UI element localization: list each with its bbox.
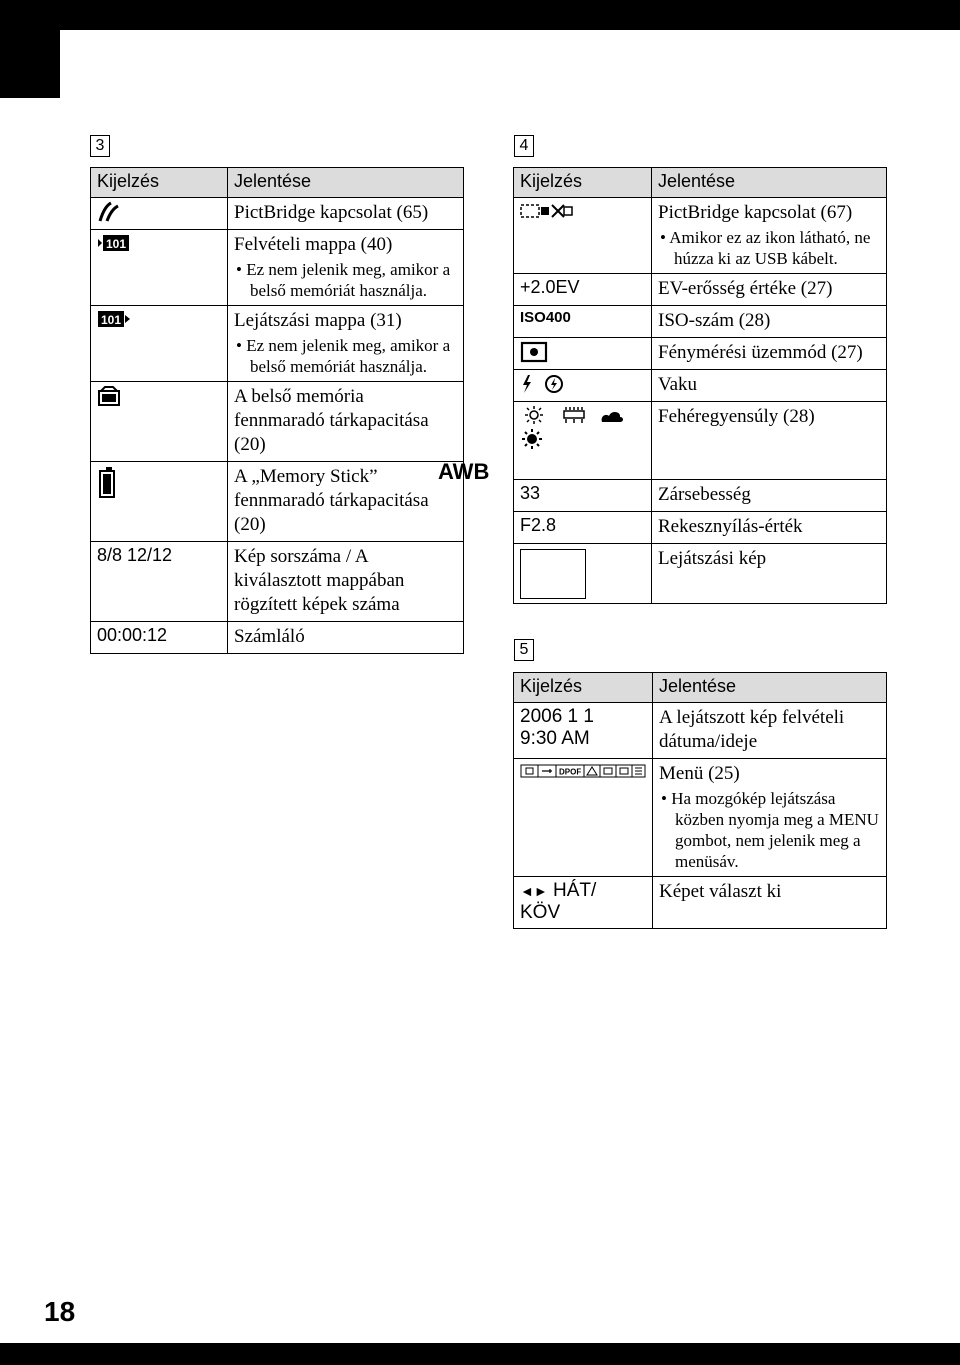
display-cell <box>91 230 228 306</box>
table-header <box>514 168 887 198</box>
table-row <box>91 230 464 306</box>
dpof-text: DPOF <box>559 767 582 777</box>
meaning-cell: A belső memória fennmaradó tárkapacitása (20) <box>228 382 464 462</box>
display-cell <box>438 402 652 484</box>
table-row <box>91 622 464 654</box>
display-cell: F2.8 <box>514 512 652 544</box>
display-cell <box>91 198 228 230</box>
internal-memory-icon <box>97 385 121 407</box>
meaning-cell: PictBridge kapcsolat (65) <box>228 198 464 230</box>
meaning-cell: Fénymérési üzemmód (27) <box>652 338 887 370</box>
table-row <box>91 306 464 382</box>
header-meaning: Jelentése <box>228 168 464 198</box>
section-4-label: 4 <box>514 135 534 157</box>
meaning-cell: A lejátszott kép felvételi dátuma/ideje <box>653 703 887 759</box>
display-cell: 2006 1 1 9:30 AM <box>514 703 653 759</box>
table-header <box>91 168 464 198</box>
meaning-text: Felvételi mappa (40) <box>234 234 393 255</box>
page-number: 18 <box>44 1296 76 1327</box>
playback-folder-icon <box>97 309 131 329</box>
display-cell: 00:00:12 <box>91 622 228 654</box>
meaning-cell: Kép sorszáma / A kiválasztott mappában rögzített képek száma <box>228 542 464 622</box>
table-row <box>91 382 464 462</box>
meaning-cell <box>653 759 887 877</box>
corner-block <box>0 0 60 98</box>
display-cell <box>514 370 652 402</box>
meaning-cell: Lejátszási kép <box>652 544 887 604</box>
note: • Ez nem jelenik meg, amikor a belső memóriát használja. <box>236 336 451 376</box>
meaning-cell <box>228 306 464 382</box>
bottom-bar <box>0 1343 960 1365</box>
table-row <box>514 544 887 604</box>
white-balance-icon <box>520 405 630 449</box>
meaning-text: PictBridge kapcsolat (67) <box>658 202 853 223</box>
display-cell <box>514 877 653 929</box>
meaning-cell: Számláló <box>228 622 464 654</box>
header-meaning: Jelentése <box>653 673 887 703</box>
note-text: Ha mozgókép lejátszása közben nyomja meg a MENU gombot, nem jelenik meg a menüsáv. <box>671 789 879 871</box>
playback-folder-text: 101 <box>101 313 122 327</box>
display-cell <box>514 759 653 877</box>
display-cell <box>514 544 652 604</box>
table-row <box>514 198 887 274</box>
display-cell <box>91 462 228 542</box>
note: • Ha mozgókép lejátszása közben nyomja meg a MENU gombot, nem jelenik meg a menüsáv. <box>661 789 879 871</box>
note-text: Ez nem jelenik meg, amikor a belső memóriát használja. <box>246 336 451 376</box>
recording-folder-text: 101 <box>106 237 127 251</box>
header-meaning: Jelentése <box>652 168 887 198</box>
top-bar <box>0 0 960 30</box>
display-cell: +2.0EV <box>514 274 652 306</box>
meaning-cell: EV-erősség értéke (27) <box>652 274 887 306</box>
note-text: Ez nem jelenik meg, amikor a belső memóriát használja. <box>246 260 451 300</box>
meaning-cell <box>652 198 887 274</box>
playback-image-icon <box>520 549 586 599</box>
table-header <box>514 673 887 703</box>
table-row <box>514 338 887 370</box>
display-cell: 33 <box>514 480 652 512</box>
table-row <box>514 480 887 512</box>
meaning-cell <box>228 230 464 306</box>
left-right-arrows-icon: ◄► <box>520 883 548 899</box>
table-row <box>514 703 887 759</box>
table-row <box>514 877 887 929</box>
table-row <box>514 512 887 544</box>
memory-stick-icon <box>97 465 117 499</box>
meaning-cell: ISO-szám (28) <box>652 306 887 338</box>
meaning-cell: Rekesznyílás-érték <box>652 512 887 544</box>
section-3-table <box>90 167 464 654</box>
pictbridge-connect-icon <box>520 201 574 221</box>
note: • Ez nem jelenik meg, amikor a belső memóriát használja. <box>236 260 451 300</box>
display-cell <box>91 382 228 462</box>
pictbridge-icon <box>97 201 121 223</box>
display-cell <box>514 198 652 274</box>
section-3-label: 3 <box>90 135 110 157</box>
iso-icon: ISO400 <box>520 309 571 326</box>
table-row <box>514 402 887 480</box>
menu-bar-icon <box>520 764 646 778</box>
prev-next-text: HÁT/ KÖV <box>520 880 597 923</box>
header-display: Kijelzés <box>91 168 228 198</box>
note-text: Amikor ez az ikon látható, ne húzza ki az USB kábelt. <box>669 228 871 268</box>
section-4-table <box>438 167 887 604</box>
display-cell <box>514 338 652 370</box>
section-5-table <box>513 672 887 929</box>
table-row <box>514 274 887 306</box>
meaning-text: Menü (25) <box>659 763 740 784</box>
note: • Amikor ez az ikon látható, ne húzza ki az USB kábelt. <box>660 228 871 268</box>
flash-icon <box>520 373 576 395</box>
header-display: Kijelzés <box>514 673 653 703</box>
table-row <box>514 759 887 877</box>
meaning-cell: Képet választ ki <box>653 877 887 929</box>
display-cell <box>514 306 652 338</box>
meaning-cell: A „Memory Stick” fennmaradó tárkapacitása (20) <box>228 462 464 542</box>
table-row <box>91 462 464 542</box>
meaning-cell: Zársebesség <box>652 480 887 512</box>
meaning-cell: Fehéregyensúly (28) <box>652 402 887 480</box>
table-row <box>91 542 464 622</box>
meaning-cell: Vaku <box>652 370 887 402</box>
table-row <box>514 370 887 402</box>
section-5-label: 5 <box>514 639 534 661</box>
display-cell: 8/8 12/12 <box>91 542 228 622</box>
meaning-text: Lejátszási mappa (31) <box>234 310 402 331</box>
spot-metering-icon <box>520 341 548 363</box>
table-row <box>91 198 464 230</box>
display-cell <box>91 306 228 382</box>
awb-text: AWB <box>438 459 490 484</box>
recording-folder-icon <box>97 233 131 253</box>
header-display: Kijelzés <box>514 168 652 198</box>
table-row <box>514 306 887 338</box>
